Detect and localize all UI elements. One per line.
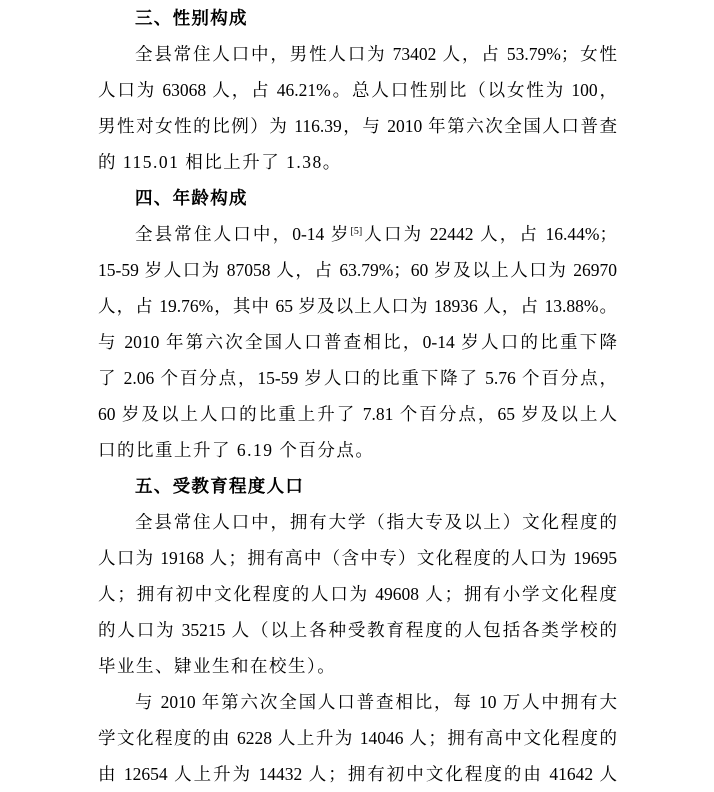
paragraph-line: 与 2010 年第六次全国人口普查相比，0-14 岁人口的比重下降 bbox=[98, 332, 617, 352]
paragraph-line: 的人口为 35215 人（以上各种受教育程度的人包括各类学校的 bbox=[98, 620, 617, 640]
paragraph bbox=[98, 504, 617, 684]
section-heading: 五、受教育程度人口 bbox=[135, 476, 305, 496]
paragraph-line: 了 2.06 个百分点，15-59 岁人口的比重下降了 5.76 个百分点， bbox=[98, 368, 617, 388]
section-gender-composition bbox=[98, 0, 617, 180]
paragraph-line: 全县常住人口中，拥有大学（指大专及以上）文化程度的 bbox=[135, 512, 617, 532]
line-text: 人口为 22442 人，占 16.44%； bbox=[362, 224, 617, 244]
paragraph-line: 与 2010 年第六次全国人口普查相比，每 10 万人中拥有大 bbox=[135, 692, 617, 712]
document-body bbox=[98, 0, 617, 792]
paragraph-line: 的 115.01 相比上升了 1.38。 bbox=[98, 152, 342, 172]
paragraph-line: 全县常住人口中，男性人口为 73402 人，占 53.79%；女性 bbox=[135, 44, 617, 64]
paragraph-line: 60 岁及以上人口的比重上升了 7.81 个百分点，65 岁及以上人 bbox=[98, 404, 617, 424]
paragraph-line: 男性对女性的比例）为 116.39，与 2010 年第六次全国人口普查 bbox=[98, 116, 617, 136]
footnote-reference: [5] bbox=[350, 226, 363, 237]
paragraph bbox=[98, 216, 617, 468]
paragraph-line: 15-59 岁人口为 87058 人，占 63.79%；60 岁及以上人口为 26970 bbox=[98, 260, 617, 280]
paragraph-line: 人；拥有初中文化程度的人口为 49608 人；拥有小学文化程度 bbox=[98, 584, 617, 604]
paragraph-line: 人，占 19.76%，其中 65 岁及以上人口为 18936 人，占 13.88%。 bbox=[98, 296, 617, 316]
paragraph bbox=[98, 36, 617, 180]
paragraph-line: 人口为 19168 人；拥有高中（含中专）文化程度的人口为 19695 bbox=[98, 548, 617, 568]
paragraph-line: 口的比重上升了 6.19 个百分点。 bbox=[98, 440, 375, 460]
section-age-composition bbox=[98, 180, 617, 468]
paragraph bbox=[98, 684, 617, 792]
section-education-population bbox=[98, 468, 617, 792]
paragraph-line bbox=[98, 216, 617, 252]
paragraph-line: 学文化程度的由 6228 人上升为 14046 人；拥有高中文化程度的 bbox=[98, 728, 617, 748]
paragraph-line: 人口为 63068 人，占 46.21%。总人口性别比（以女性为 100， bbox=[98, 80, 617, 100]
paragraph-line: 由 12654 人上升为 14432 人；拥有初中文化程度的由 41642 人 bbox=[98, 764, 617, 784]
section-heading: 三、性别构成 bbox=[135, 8, 248, 28]
line-text: 全县常住人口中，0-14 岁 bbox=[135, 224, 351, 244]
paragraph-line: 毕业生、肄业生和在校生）。 bbox=[98, 656, 337, 676]
section-heading: 四、年龄构成 bbox=[135, 188, 248, 208]
